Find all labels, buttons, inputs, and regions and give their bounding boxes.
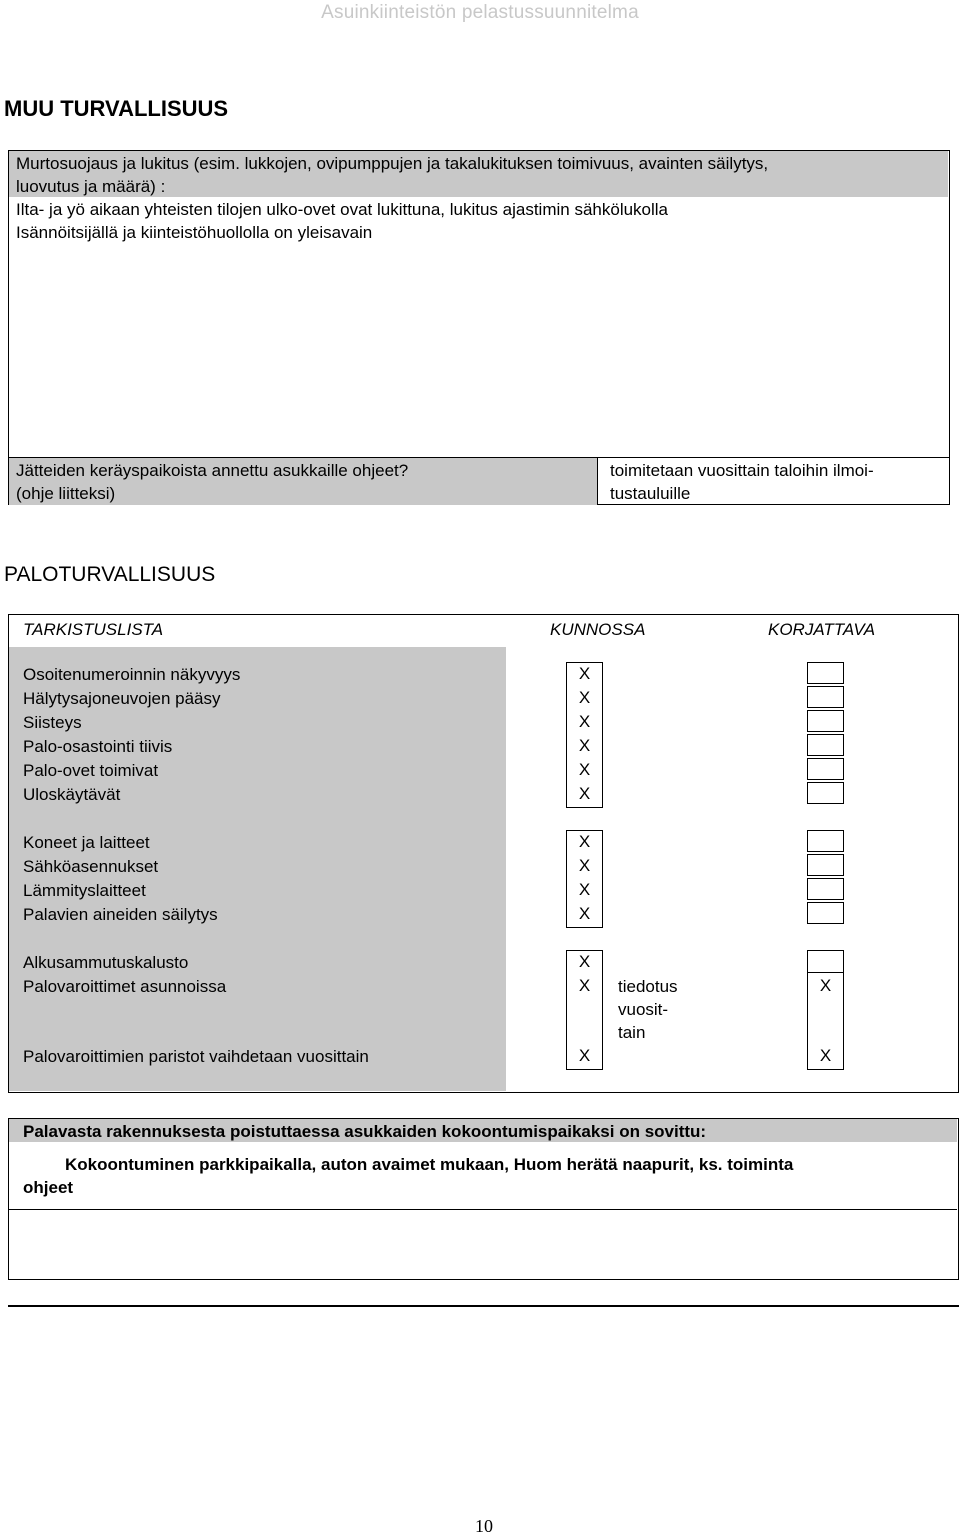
- fix-checkbox[interactable]: [807, 782, 844, 804]
- col-header-kunnossa: KUNNOSSA: [550, 620, 646, 639]
- security-box: [8, 150, 950, 505]
- waste-answer-line1: toimitetaan vuosittain taloihin ilmoi-: [610, 461, 874, 480]
- fix-checkbox[interactable]: [807, 686, 844, 708]
- ok-mark[interactable]: X: [578, 832, 591, 851]
- check-label-koneet: Koneet ja laitteet: [23, 833, 150, 852]
- checkbox-divider: [807, 972, 844, 973]
- check-label-siisteys: Siisteys: [23, 713, 82, 732]
- waste-question-line1: Jätteiden keräyspaikoista annettu asukkaille ohjeet?: [16, 461, 409, 480]
- fix-checkbox[interactable]: [807, 710, 844, 732]
- note-tiedotus: tiedotus: [618, 977, 678, 996]
- ok-mark[interactable]: X: [578, 952, 591, 971]
- check-label-uloskaytavat: Uloskäytävät: [23, 785, 121, 804]
- assembly-answer-line1: Kokoontuminen parkkipaikalla, auton avaimet mukaan, Huom herätä naapurit, ks. toiminta: [65, 1155, 794, 1174]
- check-label-palavat-aineet: Palavien aineiden säilytys: [23, 905, 218, 924]
- fix-checkbox[interactable]: [807, 902, 844, 924]
- fix-checkbox[interactable]: [807, 734, 844, 756]
- assembly-divider: [9, 1209, 957, 1210]
- ok-mark[interactable]: X: [578, 688, 591, 707]
- check-label-palovaroittimet: Palovaroittimet asunnoissa: [23, 977, 227, 996]
- col-header-korjattava: KORJATTAVA: [768, 620, 876, 639]
- section-title-paloturvallisuus: PALOTURVALLISUUS: [4, 563, 216, 586]
- assembly-box: [8, 1118, 959, 1280]
- check-label-osoitenumerointi: Osoitenumeroinnin näkyvyys: [23, 665, 241, 684]
- check-label-palo-ovet: Palo-ovet toimivat: [23, 761, 159, 780]
- ok-mark[interactable]: X: [578, 664, 591, 683]
- fix-checkbox[interactable]: [807, 830, 844, 852]
- assembly-question: Palavasta rakennuksesta poistuttaessa asukkaiden kokoontumispaikaksi on sovittu:: [23, 1122, 707, 1141]
- fix-mark[interactable]: X: [819, 976, 832, 995]
- check-label-lammityslaitteet: Lämmityslaitteet: [23, 881, 146, 900]
- fix-checkbox[interactable]: [807, 758, 844, 780]
- bottom-rule: [8, 1305, 959, 1307]
- note-tain: tain: [618, 1023, 646, 1042]
- fix-checkbox[interactable]: [807, 854, 844, 876]
- waste-answer-line2: tustauluille: [610, 484, 691, 503]
- check-label-halytysajoneuvot: Hälytysajoneuvojen pääsy: [23, 689, 221, 708]
- note-vuosit: vuosit-: [618, 1000, 669, 1019]
- assembly-answer-line2: ohjeet: [23, 1178, 74, 1197]
- ok-mark[interactable]: X: [578, 976, 591, 995]
- fix-checkbox[interactable]: [807, 878, 844, 900]
- page-number: 10: [475, 1516, 493, 1536]
- fix-mark[interactable]: X: [819, 1046, 832, 1065]
- security-answer-line1: Ilta- ja yö aikaan yhteisten tilojen ulko-ovet ovat lukittuna, lukitus ajastimin sähkölukolla: [16, 200, 669, 219]
- ok-mark[interactable]: X: [578, 856, 591, 875]
- security-answer-line2: Isännöitsijällä ja kiinteistöhuollolla on yleisavain: [16, 223, 373, 242]
- section-title-muu-turvallisuus: MUU TURVALLISUUS: [4, 96, 229, 121]
- check-label-paristot: Palovaroittimien paristot vaihdetaan vuosittain: [23, 1047, 369, 1066]
- ok-mark[interactable]: X: [578, 904, 591, 923]
- check-label-sahkoasennukset: Sähköasennukset: [23, 857, 159, 876]
- ok-mark[interactable]: X: [578, 784, 591, 803]
- fix-checkbox[interactable]: [807, 662, 844, 684]
- check-label-palo-osastointi: Palo-osastointi tiivis: [23, 737, 173, 756]
- ok-mark[interactable]: X: [578, 712, 591, 731]
- waste-question-line2: (ohje liitteksi): [16, 484, 116, 503]
- ok-mark[interactable]: X: [578, 1046, 591, 1065]
- col-header-tarkistuslista: TARKISTUSLISTA: [23, 620, 164, 639]
- ok-mark[interactable]: X: [578, 760, 591, 779]
- security-question-line1: Murtosuojaus ja lukitus (esim. lukkojen, ovipumppujen ja takalukituksen toimivuus, avainten säilytys,: [16, 154, 769, 173]
- ok-mark[interactable]: X: [578, 880, 591, 899]
- ok-mark[interactable]: X: [578, 736, 591, 755]
- document-header: Asuinkiinteistön pelastussuunnitelma: [321, 2, 639, 23]
- check-label-alkusammutuskalusto: Alkusammutuskalusto: [23, 953, 189, 972]
- security-question-line2: luovutus ja määrä) :: [16, 177, 166, 196]
